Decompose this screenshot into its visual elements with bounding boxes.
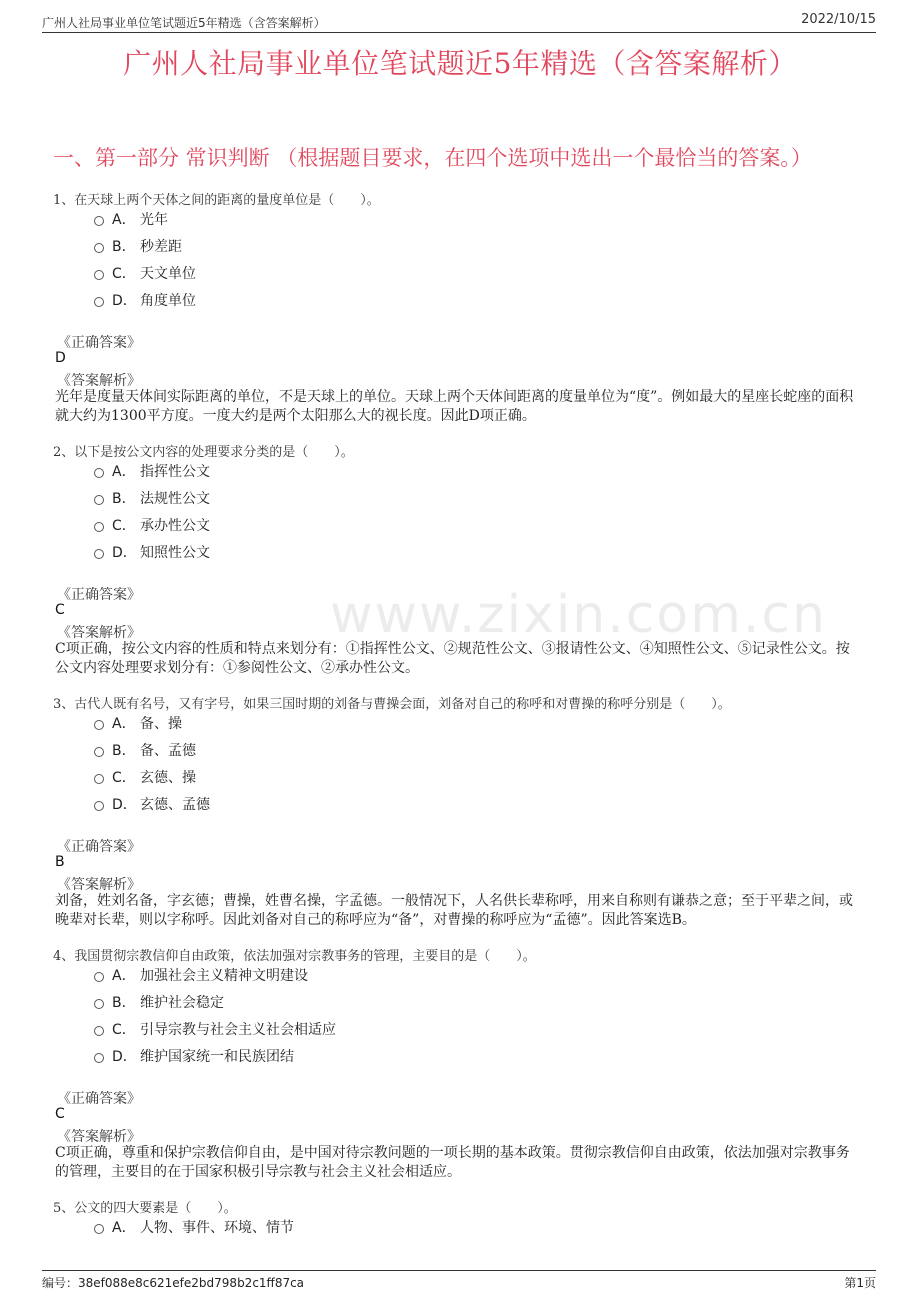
question-2: 2、以下是按公文内容的处理要求分类的是（ ）。 xyxy=(53,445,354,460)
option-4d[interactable]: D． 维护国家统一和民族团结 xyxy=(94,1046,294,1066)
analysis-label-2: 《答案解析》 xyxy=(57,625,141,641)
radio-icon[interactable] xyxy=(94,999,104,1009)
radio-icon[interactable] xyxy=(94,549,104,559)
analysis-label-1: 《答案解析》 xyxy=(57,373,141,389)
option-3a[interactable]: A． 备、操 xyxy=(94,713,182,733)
answer-label-3: 《正确答案》 xyxy=(57,839,141,855)
option-3c[interactable]: C． 玄德、操 xyxy=(94,767,196,787)
option-4b[interactable]: B． 维护社会稳定 xyxy=(94,992,224,1012)
section-title: 一、第一部分 常识判断 （根据题目要求，在四个选项中选出一个最恰当的答案。） xyxy=(53,146,812,170)
radio-icon[interactable] xyxy=(94,216,104,226)
radio-icon[interactable] xyxy=(94,1053,104,1063)
option-1b[interactable]: B． 秒差距 xyxy=(94,236,182,256)
analysis-label-3: 《答案解析》 xyxy=(57,877,141,893)
radio-icon[interactable] xyxy=(94,243,104,253)
footer-doc-id: 编号：38ef088e8c621efe2bd798b2c1ff87ca xyxy=(42,1276,305,1290)
answer-1: D xyxy=(55,350,66,366)
footer-page-number: 第1页 xyxy=(844,1276,876,1290)
header-doc-name: 广州人社局事业单位笔试题近5年精选（含答案解析） xyxy=(42,16,326,30)
question-1: 1、在天球上两个天体之间的距离的量度单位是（ ）。 xyxy=(53,193,380,208)
analysis-label-4: 《答案解析》 xyxy=(57,1129,141,1145)
option-3d[interactable]: D． 玄德、孟德 xyxy=(94,794,210,814)
radio-icon[interactable] xyxy=(94,522,104,532)
option-1a[interactable]: A． 光年 xyxy=(94,209,168,229)
analysis-1: 光年是度量天体间实际距离的单位，不是天球上的单位。天球上两个天体间距离的度量单位为“度”。例如最大的星座长蛇座的面积就大约为1300平方度。一度大约是两个太阳那么大的视长度。因此D项正确。 xyxy=(55,389,854,424)
question-4: 4、我国贯彻宗教信仰自由政策，依法加强对宗教事务的管理，主要目的是（ ）。 xyxy=(53,949,536,964)
question-3: 3、古代人既有名号，又有字号，如果三国时期的刘备与曹操会面，刘备对自己的称呼和对曹操的称呼分别是（ ）。 xyxy=(53,697,731,712)
option-4c[interactable]: C． 引导宗教与社会主义社会相适应 xyxy=(94,1019,336,1039)
radio-icon[interactable] xyxy=(94,270,104,280)
radio-icon[interactable] xyxy=(94,972,104,982)
answer-label-1: 《正确答案》 xyxy=(57,335,141,351)
radio-icon[interactable] xyxy=(94,495,104,505)
header-date: 2022/10/15 xyxy=(801,12,876,27)
option-2a[interactable]: A． 指挥性公文 xyxy=(94,461,210,481)
page-header xyxy=(42,12,876,33)
answer-2: C xyxy=(55,602,65,618)
answer-label-4: 《正确答案》 xyxy=(57,1091,141,1107)
answer-4: C xyxy=(55,1106,65,1122)
document-title: 广州人社局事业单位笔试题近5年精选（含答案解析） xyxy=(123,47,797,80)
radio-icon[interactable] xyxy=(94,1026,104,1036)
question-5: 5、公文的四大要素是（ ）。 xyxy=(53,1201,237,1216)
radio-icon[interactable] xyxy=(94,747,104,757)
radio-icon[interactable] xyxy=(94,468,104,478)
answer-label-2: 《正确答案》 xyxy=(57,587,141,603)
radio-icon[interactable] xyxy=(94,801,104,811)
radio-icon[interactable] xyxy=(94,720,104,730)
radio-icon[interactable] xyxy=(94,297,104,307)
analysis-4: C项正确，尊重和保护宗教信仰自由，是中国对待宗教问题的一项长期的基本政策。贯彻宗教信仰自由政策，依法加强对宗教事务的管理，主要目的在于国家积极引导宗教与社会主义社会相适应。 xyxy=(55,1145,850,1180)
watermark: www.zixin.com.cn xyxy=(330,585,827,645)
option-2d[interactable]: D． 知照性公文 xyxy=(94,542,210,562)
option-2c[interactable]: C． 承办性公文 xyxy=(94,515,210,535)
radio-icon[interactable] xyxy=(94,1224,104,1234)
answer-3: B xyxy=(55,854,65,870)
page-footer xyxy=(42,1270,876,1290)
option-3b[interactable]: B． 备、孟德 xyxy=(94,740,196,760)
option-5a[interactable]: A． 人物、事件、环境、情节 xyxy=(94,1217,294,1237)
option-1c[interactable]: C． 天文单位 xyxy=(94,263,196,283)
radio-icon[interactable] xyxy=(94,774,104,784)
option-1d[interactable]: D． 角度单位 xyxy=(94,290,196,310)
option-2b[interactable]: B． 法规性公文 xyxy=(94,488,210,508)
analysis-2: C项正确，按公文内容的性质和特点来划分有：①指挥性公文、②规范性公文、③报请性公文、④知照性公文、⑤记录性公文。按公文内容处理要求划分有：①参阅性公文、②承办性公文。 xyxy=(55,641,850,676)
analysis-3: 刘备，姓刘名备，字玄德；曹操，姓曹名操，字孟德。一般情况下，人名供长辈称呼，用来自称则有谦恭之意；至于平辈之间，或晚辈对长辈，则以字称呼。因此刘备对自己的称呼应为“备”，对曹操的称呼应为“孟德”。因此答案选B。 xyxy=(55,893,853,928)
option-4a[interactable]: A． 加强社会主义精神文明建设 xyxy=(94,965,308,985)
